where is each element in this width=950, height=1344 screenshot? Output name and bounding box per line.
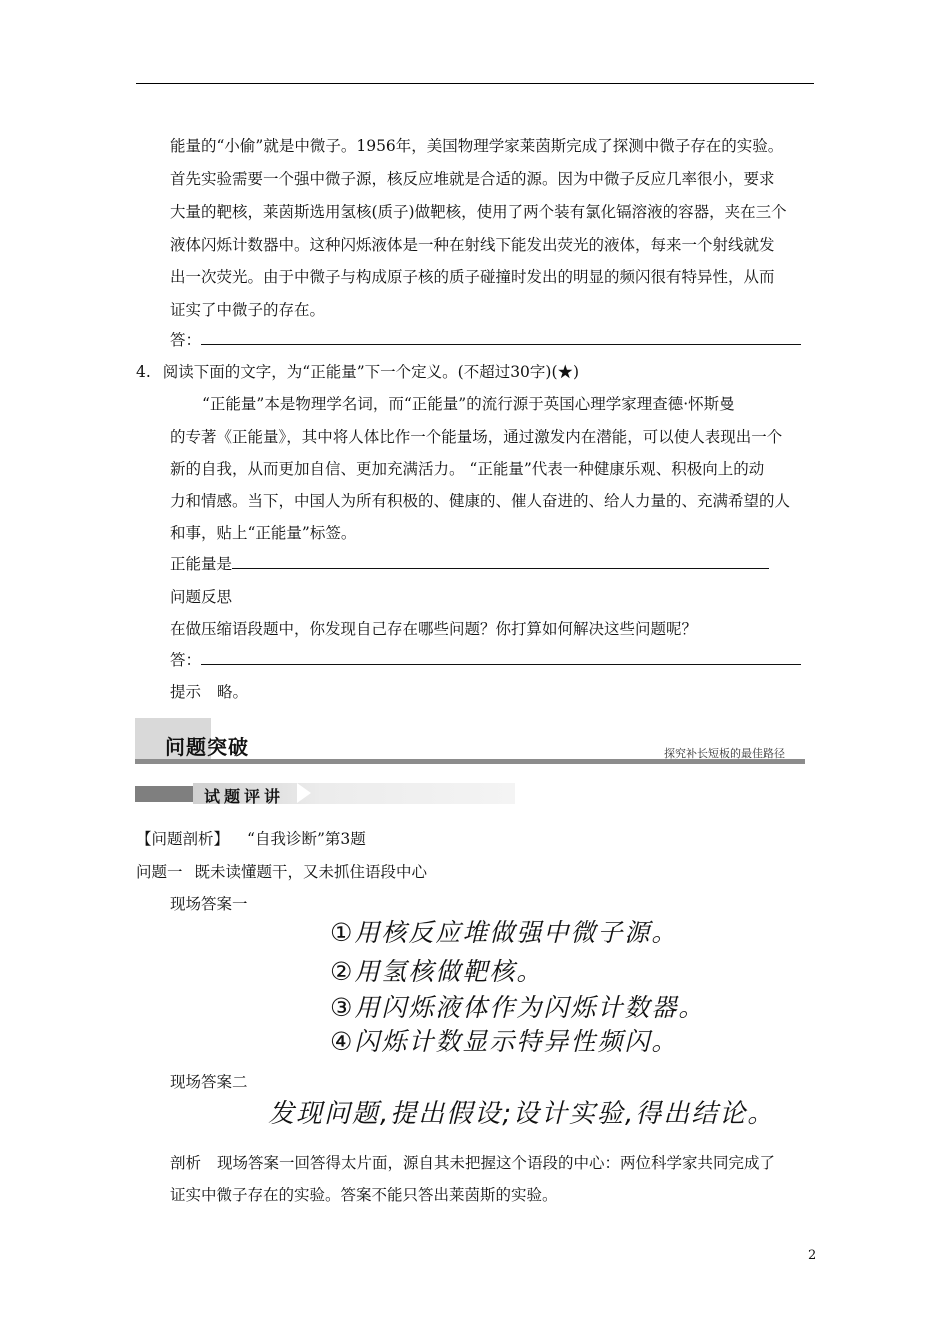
answer-blank[interactable] xyxy=(201,330,801,345)
question4-line-4: 力和情感。当下，中国人为所有积极的、健康的、催人奋进的、给人力量的、充满希望的人 xyxy=(170,492,791,510)
comment-line-2: 证实中微子存在的实验。答案不能只答出莱茵斯的实验。 xyxy=(170,1186,558,1204)
banner-dark-bar xyxy=(135,786,193,802)
question4-answer xyxy=(170,554,769,574)
passage3-line-2: 首先实验需要一个强中微子源，核反应堆就是合适的源。因为中微子反应几率很小，要求 xyxy=(170,170,775,188)
answer-label: 答： xyxy=(170,331,202,349)
question4-prompt xyxy=(136,362,579,382)
hint xyxy=(170,682,248,702)
hint-text: 略。 xyxy=(217,683,249,701)
page-number: 2 xyxy=(808,1248,817,1263)
reflection-question: 在做压缩语段题中，你发现自己存在哪些问题？你打算如何解决这些问题呢？ xyxy=(170,620,698,638)
passage3-line-3: 大量的靶核，莱茵斯选用氢核(质子)做靶核，使用了两个装有氯化镉溶液的容器，夹在三个 xyxy=(170,203,787,221)
section-subtitle: 探究补长短板的最佳路径 xyxy=(664,747,785,760)
reflection-answer xyxy=(170,650,801,670)
banner-arrow-icon xyxy=(297,783,311,803)
answer-label: 正能量是 xyxy=(170,555,233,573)
answer-blank[interactable] xyxy=(232,554,769,569)
comment-text: 现场答案一回答得太片面，源自其未把握这个语段的中心：两位科学家共同完成了 xyxy=(217,1154,776,1172)
analysis-tag: 【问题剖析】 xyxy=(136,830,230,848)
answer1-label: 现场答案一 xyxy=(170,895,248,913)
banner-label: 试题评讲 xyxy=(204,787,285,806)
problem-text: 既未读懂题干，又未抓住语段中心 xyxy=(194,863,428,881)
question-number: 4. xyxy=(136,363,151,381)
question4-line-3: 新的自我，从而更加自信、更加充满活力。 “正能量”代表一种健康乐观、积极向上的动 xyxy=(170,460,765,478)
question-text: 阅读下面的文字，为“正能量”下一个定义。(不超过30字)(★) xyxy=(162,363,580,381)
handwritten-answer1-line-3: ③用闪烁液体作为闪烁计数器。 xyxy=(330,993,706,1022)
answer2-label: 现场答案二 xyxy=(170,1073,248,1091)
passage3-line-1: 能量的“小偷”就是中微子。1956年，美国物理学家莱茵斯完成了探测中微子存在的实验。 xyxy=(170,137,784,155)
passage3-line-5: 出一次荧光。由于中微子与构成原子核的质子碰撞时发出的明显的频闪很有特异性，从而 xyxy=(170,268,775,286)
question4-line-1: “正能量”本是物理学名词，而“正能量”的流行源于英国心理学家理查德·怀斯曼 xyxy=(202,395,735,413)
passage3-line-4: 液体闪烁计数器中。这种闪烁液体是一种在射线下能发出荧光的液体，每来一个射线就发 xyxy=(170,236,775,254)
handwritten-answer1-line-1: ①用核反应堆做强中微子源。 xyxy=(330,918,679,947)
problem-one xyxy=(136,862,427,882)
analysis-header xyxy=(136,829,366,849)
question4-line-2: 的专著《正能量》，其中将人体比作一个能量场，通过激发内在潜能，可以使人表现出一个 xyxy=(170,428,783,446)
answer-label: 答： xyxy=(170,651,202,669)
header-rule xyxy=(136,83,814,84)
handwritten-answer1-line-4: ④闪烁计数显示特异性频闪。 xyxy=(330,1027,679,1056)
answer-blank[interactable] xyxy=(201,650,801,665)
comment-line-1 xyxy=(170,1153,775,1173)
problem-label: 问题一 xyxy=(136,863,183,881)
passage3-answer xyxy=(170,330,801,350)
passage3-line-6: 证实了中微子的存在。 xyxy=(170,301,326,319)
question4-line-5: 和事，贴上“正能量”标签。 xyxy=(170,524,357,542)
analysis-source: “自我诊断”第3题 xyxy=(247,830,366,848)
comment-label: 剖析 xyxy=(170,1154,202,1172)
handwritten-answer2: 发现问题,提出假设;设计实验,得出结论。 xyxy=(268,1099,776,1129)
hint-label: 提示 xyxy=(170,683,202,701)
section-title: 问题突破 xyxy=(165,735,249,759)
reflection-heading: 问题反思 xyxy=(170,588,233,606)
handwritten-answer1-line-2: ②用氢核做靶核。 xyxy=(330,957,544,986)
